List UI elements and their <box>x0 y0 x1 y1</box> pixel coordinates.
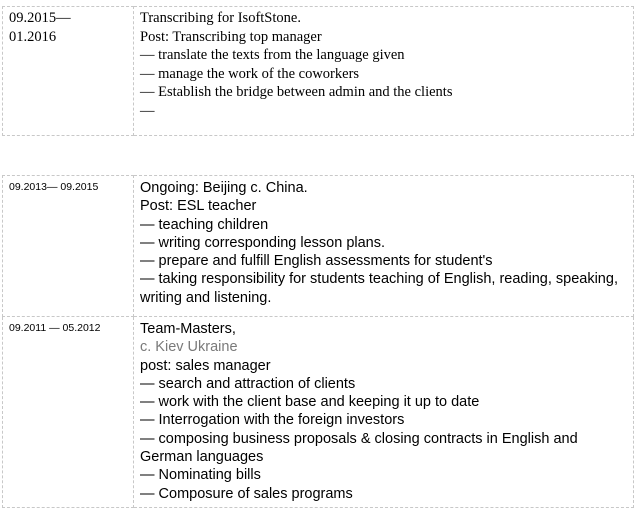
company-line: Ongoing: Beijing c. China. <box>140 180 308 196</box>
date-range: 09.2013— 09.2015 <box>9 181 99 193</box>
duty-item: — Interrogation with the foreign investors <box>140 412 405 429</box>
date-cell <box>3 7 134 136</box>
duty-item: — work with the client base and keeping it up to date <box>140 394 480 411</box>
duty-item: — teaching children <box>140 216 269 233</box>
duty-item: — Composure of sales programs <box>140 485 353 502</box>
duty-item: — search and attraction of clients <box>140 375 356 392</box>
post-line: Post: ESL teacher <box>140 198 257 215</box>
post-line: post: sales manager <box>140 357 271 374</box>
duty-item: — taking responsibility for students teaching of English, reading, speaking, writing and listening. <box>140 271 618 306</box>
duty-item: — manage the work of the coworkers <box>140 65 360 82</box>
date-start: 09.2015— <box>9 10 71 26</box>
company-line: Transcribing for IsoftStone. <box>140 10 301 26</box>
date-range: 09.2011 — 05.2012 <box>9 322 101 334</box>
description-cell <box>134 317 634 508</box>
duty-item: — writing corresponding lesson plans. <box>140 234 386 251</box>
duty-item: — Establish the bridge between admin and the clients <box>140 84 453 100</box>
description-cell <box>134 7 634 136</box>
experience-row <box>3 317 634 508</box>
duty-item: — Nominating bills <box>140 467 261 484</box>
duty-item: — translate the texts from the language given <box>140 47 405 63</box>
duty-item: — composing business proposals & closing contracts in English and German languages <box>140 430 578 466</box>
experience-row <box>3 176 634 317</box>
location-line: c. Kiev Ukraine <box>140 339 238 356</box>
experience-table-1 <box>2 6 634 136</box>
date-end: 01.2016 <box>9 28 57 45</box>
experience-row <box>3 7 634 136</box>
post-line: Post: Transcribing top manager <box>140 28 322 45</box>
experience-table-2 <box>2 175 634 508</box>
duty-item: — prepare and fulfill English assessments for student's <box>140 253 493 270</box>
duty-item: — <box>140 102 155 119</box>
description-cell <box>134 176 634 317</box>
company-line: Team-Masters, <box>140 321 236 337</box>
date-cell <box>3 317 134 508</box>
date-cell <box>3 176 134 317</box>
